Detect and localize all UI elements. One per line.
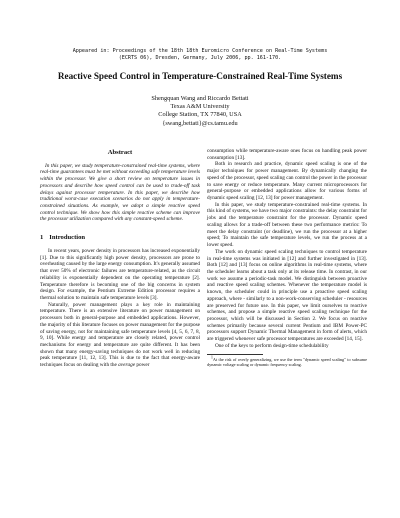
abstract-heading: Abstract [107,149,133,156]
right-paragraph-4: One of the keys to perform design-time schedulability [215,342,329,349]
section-heading-introduction [40,235,200,242]
author-email: {swang,bettati}@cs.tamu.edu [162,119,238,127]
author-names: Shengquan Wang and Riccardo Bettati [151,95,249,102]
right-paragraph-3: The work on dynamic speed scaling techniques to control temperature in real-time systems was initiated in [12] and further investigated in [13]. Both [12] and [13] focus on online algorithms in real-time systems, where the scheduler learns about a task only at its release time. In contrast, in our work we assume a periodic-task model. We distinguish between proactive and reactive speed scaling schemes. Whenever the temperature model is known, the scheduler could in principle use a proactive speed scaling approach, where - similarly to a non-work-conserving scheduler - resources are preserved for future use. In this paper, we limit ourselves to reactive schemes, and propose a simple reactive speed scaling technique for the processor, which will be discussed in Section 2. We focus on reactive schemes primarily because several current Pentium and IBM Power-PC processors support Dynamic Thermal Management in form of alerts, which are triggered whenever safe processor temperatures are exceeded [14, 15]. [207,248,367,343]
paper-title: Reactive Speed Control in Temperature-Constrained Real-Time Systems [57,71,343,81]
right-column [207,148,367,367]
footnote-divider [207,354,263,355]
publication-note-line2: (ECRTS 06), Dresden, Germany, July 2006, pp. 161-170. [118,54,282,61]
abstract-text: In this paper, we study temperature-constrained real-time systems, where real-time guarantees must be met without exceeding safe temperature levels within the processor. We give a short review on temperature issues in processors and describe how speed control can be used to trade-off task delays against processor temperature. In this paper, we describe how traditional worst-case execution scenarios do not apply in temperature-constrained situations. As example, we adopt a simple reactive speed control technique. We show how this simple reactive scheme can improve the processor utilization compared with any constant-speed scheme. [40,162,200,223]
intro-paragraph-2: Naturally, power management plays a key role in maintaining temperature. There is an extensive literature on power management on processors both in general-purpose and embedded applications. However, the majority of this literature focuses on power management for the purpose of saving energy, not for maintaining safe temperature levels [4, 5, 6, 7, 8, 9, 10]. While energy and temperature are closely related, power control mechanisms for energy and temperature are quite different. It has been shown that many energy-saving techniques do not work well in reducing peak temperature [11, 12, 13]. This is due to the fact that energy-aware techniques focus on dealing with the average power [40,301,200,369]
author-address: College Station, TX 77840, USA [158,111,242,119]
section-number: 1 [40,234,44,242]
intro-paragraph-2-emphasis: average [118,362,136,369]
footnote-text: At the risk of overly generalizing, we use the term "dynamic speed scaling" to subsume dynamic voltage scaling or dynamic frequency scaling. [207,356,367,367]
footnote-mark: 1 [211,355,213,360]
footnote [207,357,367,368]
right-paragraph-2: In this paper, we study temperature-constrained real-time systems. In this kind of systems, we have two major constraints: the delay constraint for jobs and the temperature constraint for the processor. Dynamic speed scaling allows for a trade-off between these two performance metrics: To meet the delay constraint (or deadline), we run the processor at a higher speed; To maintain the safe temperature levels, we run the process at a lower speed. [207,201,367,249]
author-block [100,95,300,128]
publication-note-line1: Appeared in: Proceedings of the 18th 18th Euromicro Conference on Real-Time Systems [72,48,328,54]
publication-note [44,48,356,61]
right-paragraph-0: consumption while temperature-aware ones focus on handling peak power consumption [13]. [207,148,367,161]
right-paragraph-1: Both in research and practice, dynamic speed scaling is one of the major techniques for power management. By dynamically changing the speed of the processor, speed scaling can control the power in the processor to save energy or reduce temperature. Many current microprocessors for general-purpose or embedded applications allow for various forms of dynamic speed scaling [12, 13] for power management. [207,161,367,202]
intro-paragraph-2-text: Naturally, power management plays a key role in maintaining temperature. There is an extensive literature on power management on processors both in general-purpose and embedded applications. However, the majority of this literature focuses on power management for the purpose of saving energy, not for maintaining safe temperature levels [4, 5, 6, 7, 8, 9, 10]. While energy and temperature are closely related, power control mechanisms for energy and temperature are quite different. It has been shown that many energy-saving techniques do not work well in reducing peak temperature [11, 12, 13]. This is due to the fact that energy-aware techniques focus on dealing with the [40,301,200,369]
left-column [40,150,200,369]
author-affiliation: Texas A&M University [170,103,230,111]
intro-paragraph-1: In recent years, power density in processors has increased exponentially [1]. Due to this significantly high power density, processors are prone to overheating caused by the large energy consumption. It's generally assumed that over 50% of electronic failures are temperature-related, as the circuit reliability is exponentially dependent on the operating temperature [2]. Temperature therefore is becoming one of the big concerns in system design. For example, the Pentium Extreme Edition processor requires a thermal solution to maintain safe temperature levels [3]. [40,247,200,301]
section-title: Introduction [49,234,86,242]
